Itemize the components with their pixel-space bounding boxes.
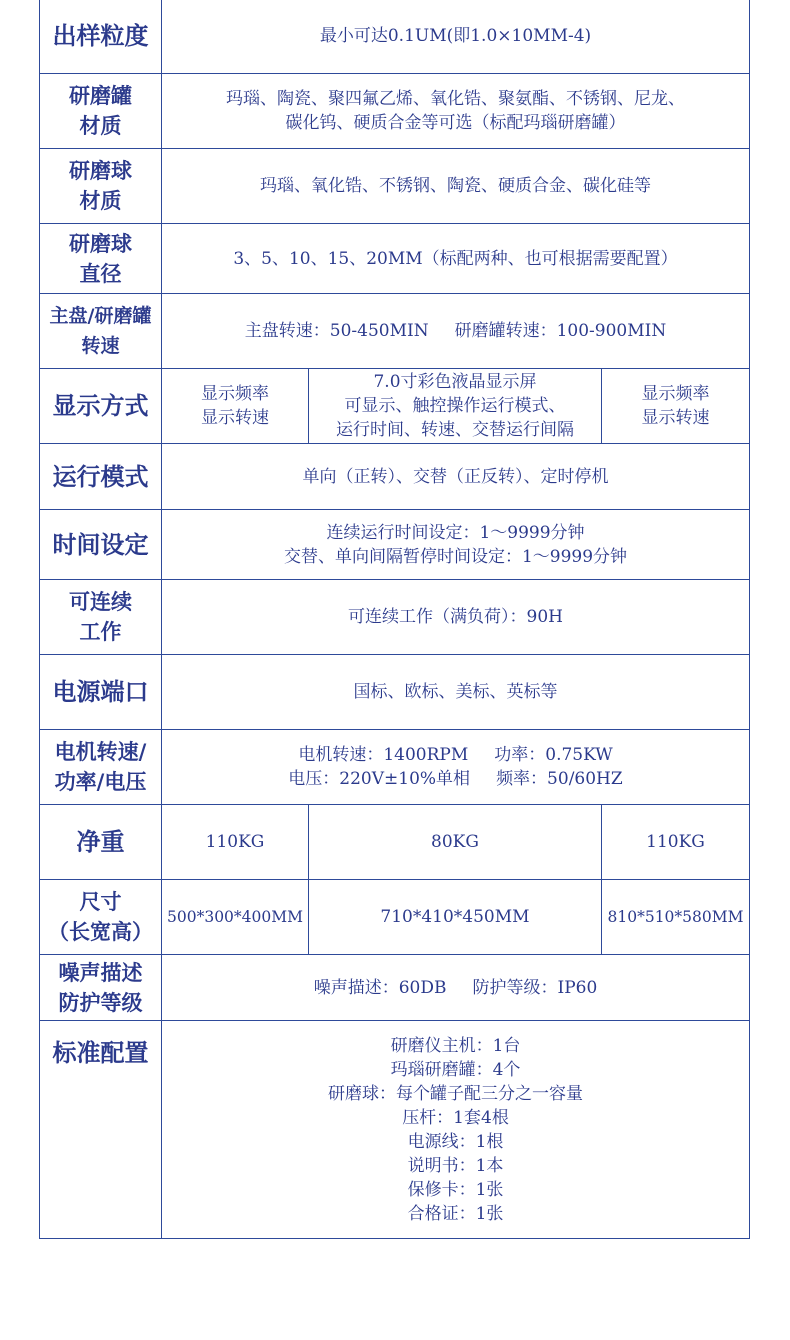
- row-jar-material: [40, 74, 750, 149]
- value-motor-rpm: 电机转速：1400RPM: [298, 745, 469, 765]
- value-display-right: [602, 369, 750, 444]
- label-speed-1: 主盘/研磨罐: [49, 305, 152, 327]
- label-noise-2: 防护等级: [58, 990, 143, 1015]
- config-item: 电源线：1根: [407, 1131, 504, 1152]
- value-ball-material: 玛瑙、氧化锆、不锈钢、陶瓷、硬质合金、碳化硅等: [162, 149, 750, 224]
- value-speed: [162, 294, 750, 369]
- value-display-right-2: 显示转速: [641, 408, 710, 428]
- row-power-port: [40, 655, 750, 730]
- value-noise: [162, 955, 750, 1021]
- value-motor-line-1: [166, 743, 745, 767]
- config-item: 研磨球：每个罐子配三分之一容量: [328, 1083, 583, 1104]
- value-power-port: 国标、欧标、美标、英标等: [162, 655, 750, 730]
- row-display: [40, 369, 750, 444]
- label-continuous-1: 可连续: [69, 590, 132, 614]
- row-continuous: [40, 580, 750, 655]
- label-motor-2: 功率/电压: [54, 770, 147, 794]
- label-ball-material-2: 材质: [79, 189, 122, 213]
- value-net-weight-3: 110KG: [602, 805, 750, 880]
- value-noise-db: 噪声描述：60DB: [313, 977, 447, 998]
- value-net-weight-1: 110KG: [162, 805, 309, 880]
- value-jar-material-2: 碳化钨、硬质合金等可选（标配玛瑙研磨罐）: [285, 113, 626, 133]
- label-jar-material: [40, 74, 162, 149]
- value-dimensions-1: 500*300*400MM: [162, 880, 309, 955]
- label-ball-diameter-1: 研磨球: [69, 231, 132, 256]
- value-continuous: 可连续工作（满负荷）：90H: [162, 580, 750, 655]
- value-jar-material: [162, 74, 750, 149]
- label-sample-size: 出样粒度: [40, 0, 162, 74]
- row-run-mode: [40, 444, 750, 510]
- label-motor: [40, 730, 162, 805]
- value-display-left-2: 显示转速: [201, 408, 269, 428]
- label-display: 显示方式: [40, 369, 162, 444]
- label-continuous-2: 工作: [79, 620, 122, 644]
- value-display-center-3: 运行时间、转速、交替运行间隔: [336, 420, 574, 440]
- value-display-center: [309, 369, 602, 444]
- row-motor: [40, 730, 750, 805]
- value-sample-size: 最小可达0.1UM(即1.0×10MM-4): [162, 0, 750, 74]
- row-dimensions: [40, 880, 750, 955]
- label-speed: [40, 294, 162, 369]
- value-time-setting: [162, 510, 750, 580]
- label-jar-material-1: 研磨罐: [69, 84, 132, 108]
- label-jar-material-2: 材质: [79, 114, 122, 138]
- value-motor-power: 功率：0.75KW: [494, 745, 613, 765]
- value-motor-voltage: 电压：220V±10%单相: [288, 769, 471, 789]
- row-ball-material: [40, 149, 750, 224]
- label-run-mode: 运行模式: [40, 444, 162, 510]
- config-item: 玛瑙研磨罐：4个: [390, 1059, 521, 1080]
- label-speed-2: 转速: [81, 335, 120, 357]
- value-dimensions-2: 710*410*450MM: [309, 880, 602, 955]
- label-ball-diameter: [40, 224, 162, 294]
- row-sample-size: [40, 0, 750, 74]
- value-speed-jar: 研磨罐转速：100-900MIN: [454, 321, 667, 341]
- value-time-setting-2: 交替、单向间隔暂停时间设定：1～9999分钟: [283, 546, 628, 567]
- row-time-setting: [40, 510, 750, 580]
- label-power-port: 电源端口: [40, 655, 162, 730]
- value-motor: [162, 730, 750, 805]
- config-item: 压杆：1套4根: [402, 1107, 509, 1128]
- value-speed-main: 主盘转速：50-450MIN: [244, 321, 429, 341]
- label-noise: [40, 955, 162, 1021]
- value-display-center-1: 7.0寸彩色液晶显示屏: [373, 372, 537, 392]
- label-standard-config: 标准配置: [40, 1021, 162, 1239]
- row-noise: [40, 955, 750, 1021]
- label-continuous: [40, 580, 162, 655]
- value-motor-frequency: 频率：50/60HZ: [496, 769, 623, 789]
- label-dimensions-2: （长宽高）: [48, 920, 153, 944]
- value-motor-line-2: [166, 767, 745, 791]
- row-ball-diameter: [40, 224, 750, 294]
- value-display-right-1: 显示频率: [641, 384, 710, 404]
- value-display-center-2: 可显示、触控操作运行模式、: [344, 396, 566, 416]
- row-net-weight: [40, 805, 750, 880]
- value-noise-ip: 防护等级：IP60: [472, 977, 598, 998]
- label-ball-material: [40, 149, 162, 224]
- config-item: 合格证：1张: [407, 1203, 504, 1224]
- value-dimensions-3: 810*510*580MM: [602, 880, 750, 955]
- value-display-left-1: 显示频率: [201, 384, 269, 404]
- row-standard-config: [40, 1021, 750, 1239]
- value-run-mode: 单向（正转）、交替（正反转）、定时停机: [162, 444, 750, 510]
- config-item: 说明书：1本: [407, 1155, 504, 1176]
- value-display-left: [162, 369, 309, 444]
- value-ball-diameter: 3、5、10、15、20MM（标配两种、也可根据需要配置）: [162, 224, 750, 294]
- label-ball-diameter-2: 直径: [79, 261, 122, 286]
- label-noise-1: 噪声描述: [58, 960, 143, 985]
- value-jar-material-1: 玛瑙、陶瓷、聚四氟乙烯、氧化锆、聚氨酯、不锈钢、尼龙、: [226, 89, 685, 109]
- label-time-setting: 时间设定: [40, 510, 162, 580]
- label-ball-material-1: 研磨球: [69, 159, 132, 183]
- config-item: 研磨仪主机：1台: [390, 1035, 521, 1056]
- spec-table: [39, 0, 750, 1239]
- value-time-setting-1: 连续运行时间设定：1～9999分钟: [326, 522, 585, 543]
- value-standard-config: [162, 1021, 750, 1239]
- label-net-weight: 净重: [40, 805, 162, 880]
- config-item: 保修卡：1张: [407, 1179, 504, 1200]
- row-speed: [40, 294, 750, 369]
- label-motor-1: 电机转速/: [54, 740, 147, 764]
- label-dimensions-1: 尺寸: [79, 890, 122, 914]
- label-dimensions: [40, 880, 162, 955]
- value-net-weight-2: 80KG: [309, 805, 602, 880]
